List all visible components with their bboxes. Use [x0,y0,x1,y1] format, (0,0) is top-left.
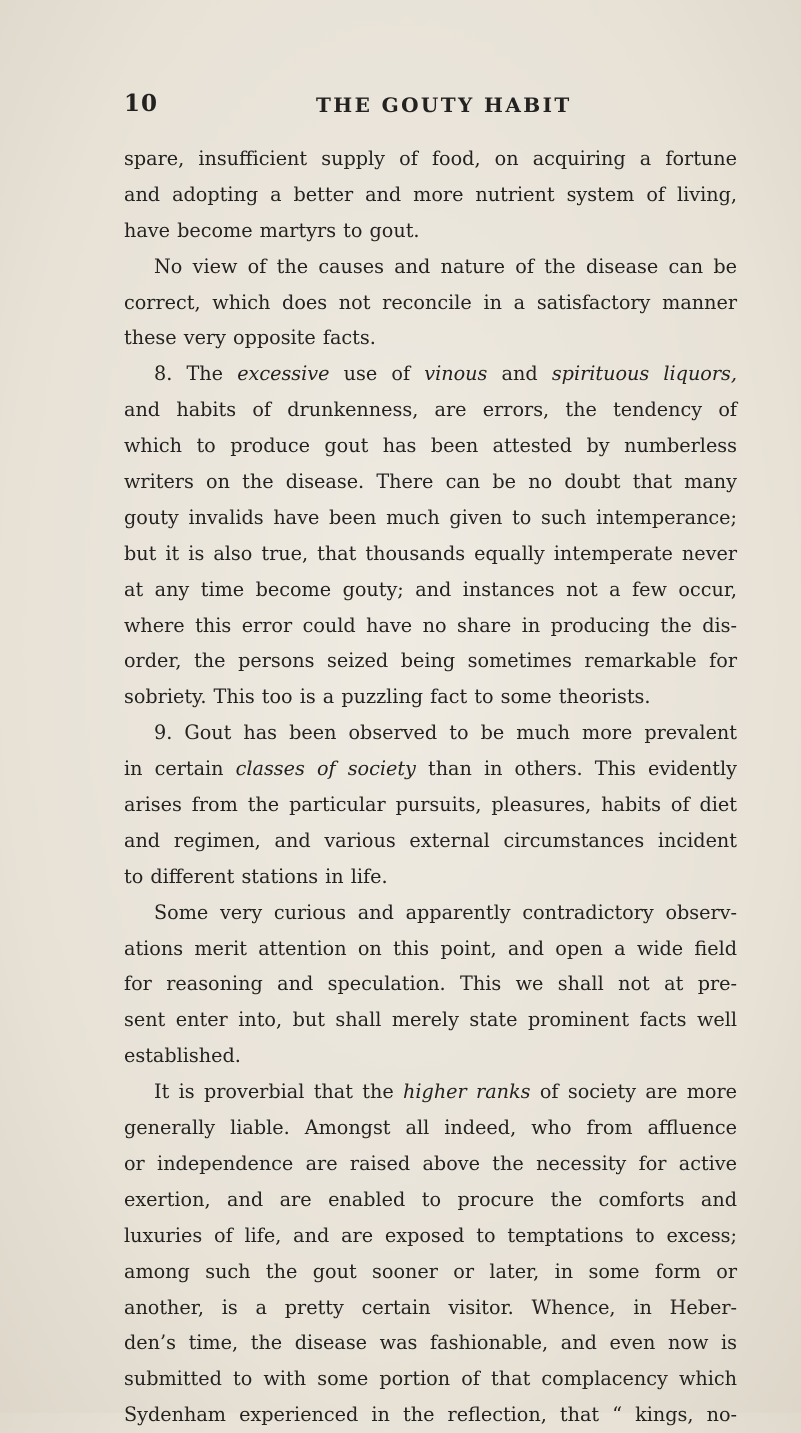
text-line [124,249,737,285]
text-segment: and adopting a better and more nutrient system of living, [124,182,737,206]
text-line [124,823,737,859]
text-segment: of society are more [530,1080,737,1104]
text-line [124,859,737,895]
text-line [124,572,737,608]
text-line [124,1397,737,1433]
text-line [124,356,737,392]
text-line [124,392,737,428]
text-line [124,1038,737,1074]
text-segment: these very opposite facts. [124,326,376,350]
text-segment: order, the persons seized being sometimes remarkable for [124,649,737,673]
body-text [124,141,737,1433]
text-segment: than in others. This evidently [415,757,737,781]
text-line [124,213,737,249]
text-line [124,787,737,823]
text-segment: 8. The [154,362,238,386]
text-segment: which to produce gout has been attested by numberless [124,434,737,458]
italic-text: classes of society [235,757,416,781]
text-segment: use of [329,362,425,386]
text-line [124,931,737,967]
text-line [124,1290,737,1326]
text-segment: in certain [124,757,236,781]
text-segment: gouty invalids have been much given to such intemperance; [124,505,737,529]
text-segment: Sydenham experienced in the reflection, that “ kings, no- [124,1403,737,1427]
italic-text: higher ranks [403,1080,531,1104]
text-line [124,1074,737,1110]
text-segment: correct, which does not reconcile in a satisfactory manner [124,290,737,314]
text-line [124,1182,737,1218]
text-segment: spare, insufficient supply of food, on acquiring a fortune [124,147,737,170]
text-segment: sobriety. This too is a puzzling fact to some theorists. [124,685,651,709]
text-line [124,141,737,177]
text-segment: and habits of drunkenness, are errors, the tendency of [124,398,737,422]
italic-text: vinous [424,362,488,386]
text-segment: luxuries of life, and are exposed to temptations to excess; [124,1223,737,1247]
text-line [124,1254,737,1290]
text-line [124,428,737,464]
text-segment: sent enter into, but shall merely state prominent facts well [124,1008,737,1032]
running-title: THE GOUTY HABIT [316,93,572,117]
text-line [124,464,737,500]
text-segment: submitted to with some portion of that complacency which [124,1367,737,1391]
text-segment: ations merit attention on this point, and open a wide field [124,936,737,960]
text-segment: and regimen, and various external circumstances incident [124,828,737,852]
text-line [124,966,737,1002]
text-segment: have become martyrs to gout. [124,218,420,242]
text-line [124,643,737,679]
text-line [124,285,737,321]
text-segment: among such the gout sooner or later, in some form or [124,1259,737,1283]
text-segment: for reasoning and speculation. This we shall not at pre- [124,972,737,996]
text-segment: Some very curious and apparently contradictory observ- [154,900,737,924]
text-segment: or independence are raised above the necessity for active [124,1151,737,1175]
text-line [124,895,737,931]
running-head [124,90,731,126]
text-segment: and [487,362,552,386]
text-segment: arises from the particular pursuits, pleasures, habits of diet [124,793,737,817]
italic-text: excessive [237,362,330,386]
text-segment: at any time become gouty; and instances not a few occur, [124,577,737,601]
text-segment: another, is a pretty certain visitor. Whence, in Heber- [124,1295,737,1319]
text-segment: generally liable. Amongst all indeed, who from affluence [124,1116,737,1140]
text-line [124,320,737,356]
text-segment: exertion, and are enabled to procure the comforts and [124,1187,737,1211]
text-line [124,1218,737,1254]
text-segment: No view of the causes and nature of the disease can be [154,254,737,278]
text-line [124,608,737,644]
text-line [124,1325,737,1361]
text-segment: to different stations in life. [124,864,388,888]
italic-text: spirituous liquors, [551,362,737,386]
text-segment: It is proverbial that the [154,1080,404,1104]
text-segment: 9. Gout has been observed to be much more prevalent [154,721,737,745]
text-line [124,1146,737,1182]
text-line [124,1361,737,1397]
text-line [124,177,737,213]
text-segment: den’s time, the disease was fashionable, and even now is [124,1331,737,1355]
text-segment: where this error could have no share in producing the dis- [124,613,737,637]
text-segment: established. [124,1044,241,1068]
text-line [124,1002,737,1038]
text-segment: but it is also true, that thousands equally intemperate never [124,541,737,565]
text-line [124,500,737,536]
text-line [124,1110,737,1146]
text-line [124,679,737,715]
text-line [124,751,737,787]
text-line [124,715,737,751]
text-line [124,536,737,572]
page-number: 10 [124,90,159,117]
text-segment: writers on the disease. There can be no doubt that many [124,470,737,494]
